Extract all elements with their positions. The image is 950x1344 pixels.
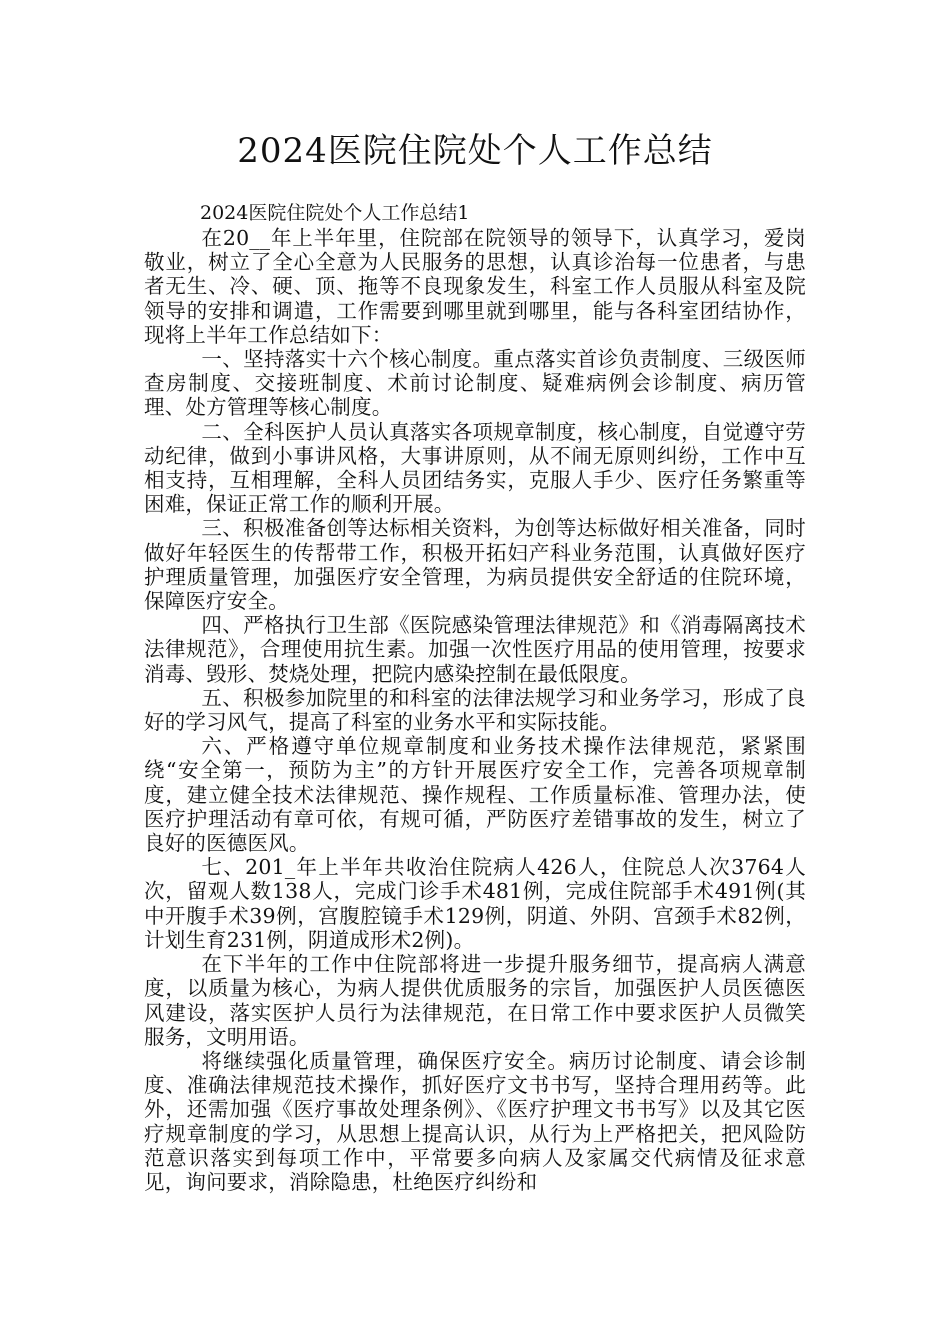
paragraph-item-2: 二、全科医护人员认真落实各项规章制度，核心制度，自觉遵守劳动纪律，做到小事讲风格，大事讲原则，从不闹无原则纠纷，工作中互相支持，互相理解，全科人员团结务实，克服人手少、医疗任务繁重等困难，保证正常工作的顺利开展。 [144, 419, 806, 517]
paragraph-item-1: 一、坚持落实十六个核心制度。重点落实首诊负责制度、三级医师查房制度、交接班制度、术前讨论制度、疑难病例会诊制度、病历管理、处方管理等核心制度。 [144, 347, 806, 420]
paragraph-item-3: 三、积极准备创等达标相关资料，为创等达标做好相关准备，同时做好年轻医生的传帮带工作，积极开拓妇产科业务范围，认真做好医疗护理质量管理，加强医疗安全管理，为病员提供安全舒适的住院环境，保障医疗安全。 [144, 516, 806, 614]
document-body [144, 226, 806, 1194]
paragraph-item-5: 五、积极参加院里的和科室的法律法规学习和业务学习，形成了良好的学习风气，提高了科室的业务水平和实际技能。 [144, 685, 806, 735]
paragraph-quality: 将继续强化质量管理，确保医疗安全。病历讨论制度、请会诊制度、准确法律规范技术操作，抓好医疗文书书写，坚持合理用药等。此外，还需加强《医疗事故处理条例》、《医疗护理文书书写》以及其它医疗规章制度的学习，从思想上提高认识，从行为上严格把关，把风险防范意识落实到每项工作中，平常要多向病人及家属交代病情及征求意见，询问要求，消除隐患，杜绝医疗纠纷和 [144, 1048, 806, 1194]
paragraph-intro: 在20__年上半年里，住院部在院领导的领导下，认真学习，爱岗敬业，树立了全心全意为人民服务的思想，认真诊治每一位患者，与患者无生、冷、硬、顶、拖等不良现象发生，科室工作人员服从科室及院领导的安排和调遣，工作需要到哪里就到哪里，能与各科室团结协作，现将上半年工作总结如下： [144, 226, 806, 347]
paragraph-item-7: 七、201_年上半年共收治住院病人426人，住院总人次3764人次，留观人数138人，完成门诊手术481例，完成住院部手术491例(其中开腹手术39例，宫腹腔镜手术129例，阴道、外阴、宫颈手术82例，计划生育231例，阴道成形术2例)。 [144, 855, 806, 952]
document-title: 2024医院住院处个人工作总结 [237, 131, 713, 171]
paragraph-item-6: 六、严格遵守单位规章制度和业务技术操作法律规范，紧紧围绕“安全第一，预防为主”的方针开展医疗安全工作，完善各项规章制度，建立健全技术法律规范、操作规程、工作质量标准、管理办法，使医疗护理活动有章可依，有规可循，严防医疗差错事故的发生，树立了良好的医德医风。 [144, 734, 806, 856]
paragraph-plan: 在下半年的工作中住院部将进一步提升服务细节，提高病人满意度，以质量为核心，为病人提供优质服务的宗旨，加强医护人员医德医风建设，落实医护人员行为法律规范，在日常工作中要求医护人员微笑服务，文明用语。 [144, 952, 806, 1049]
paragraph-item-4: 四、严格执行卫生部《医院感染管理法律规范》和《消毒隔离技术法律规范》，合理使用抗生素。加强一次性医疗用品的使用管理，按要求消毒、毁形、焚烧处理，把院内感染控制在最低限度。 [144, 613, 806, 686]
document-subtitle: 2024医院住院处个人工作总结1 [200, 202, 470, 224]
